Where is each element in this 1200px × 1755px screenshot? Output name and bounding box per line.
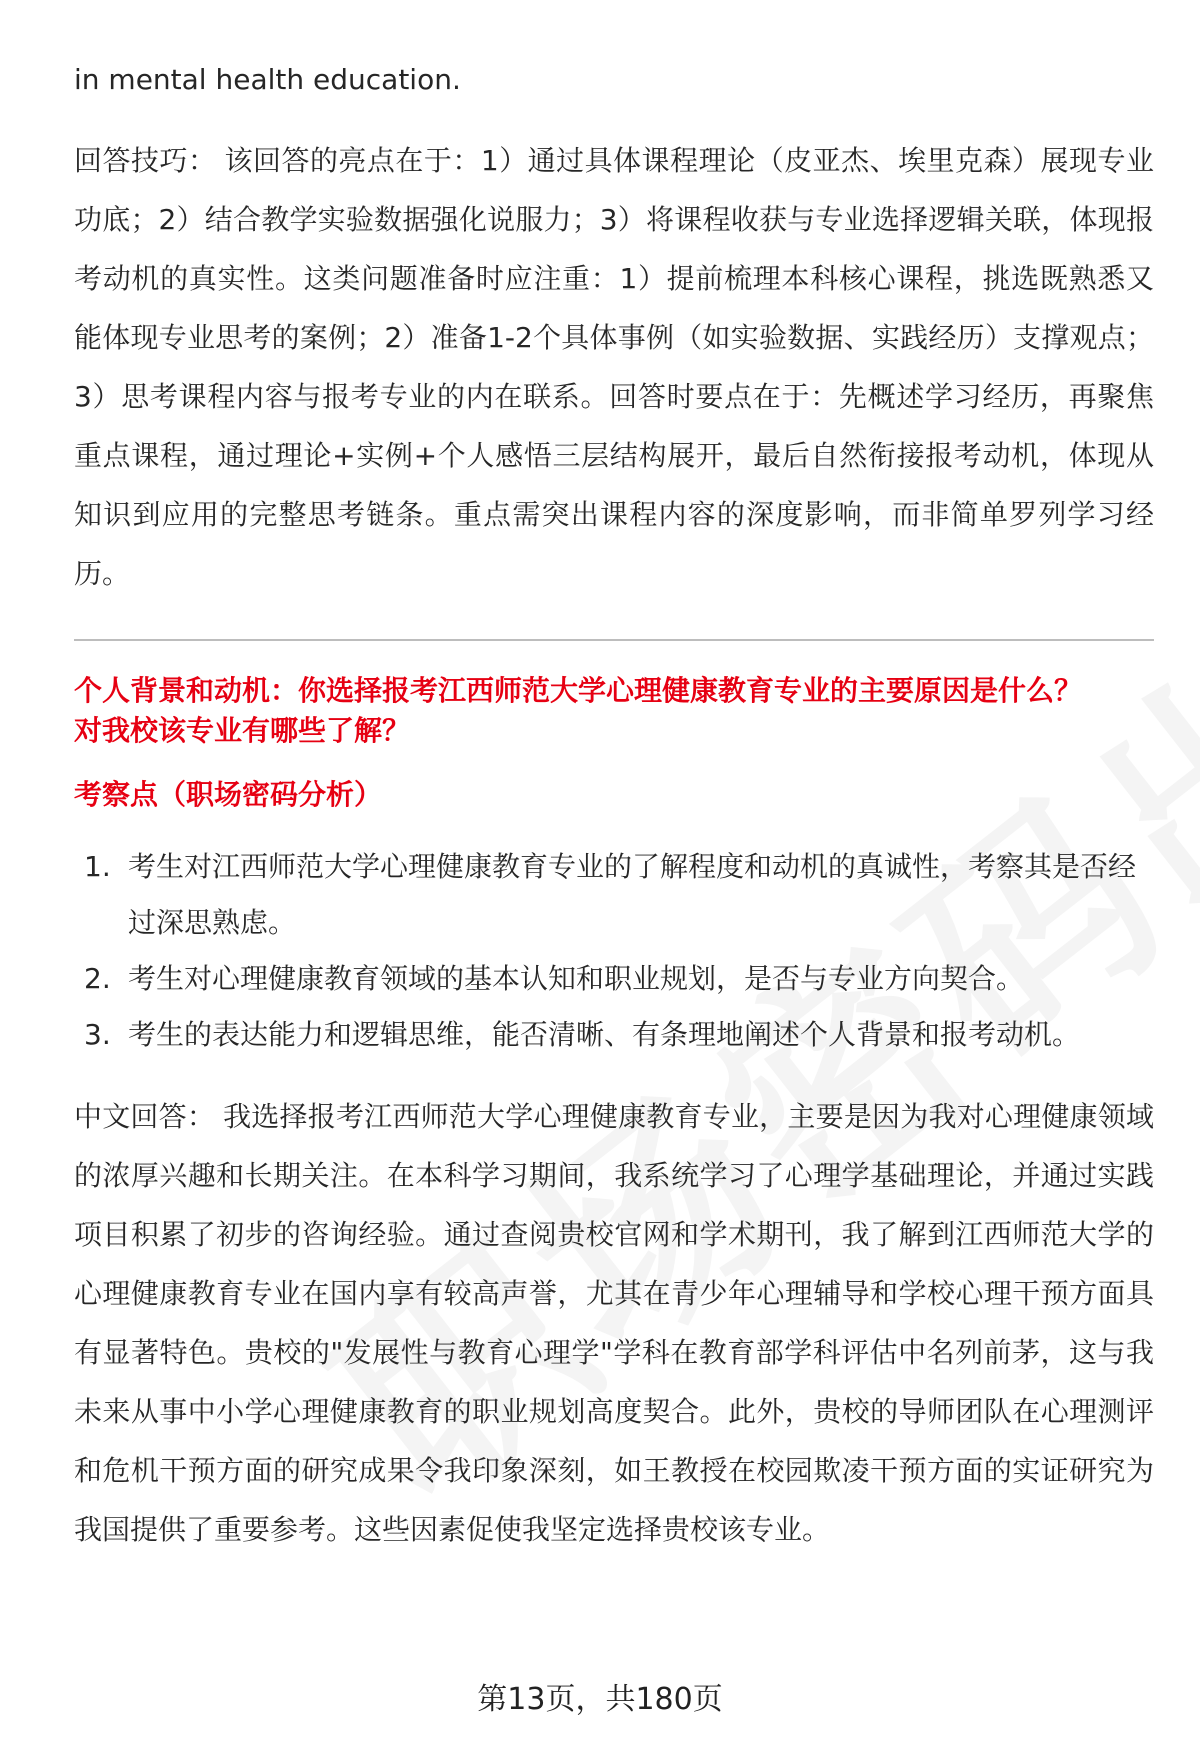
question-line-1: 个人背景和动机：你选择报考江西师范大学心理健康教育专业的主要原因是什么？ [74,674,1083,707]
question-heading [74,671,1154,751]
list-item-number: 3. [84,1018,111,1051]
list-item [74,1007,1154,1063]
list-item [74,839,1154,951]
list-item-text: 考生对心理健康教育领域的基本认知和职业规划，是否与专业方向契合。 [128,962,1025,995]
section-divider [74,639,1154,641]
list-item-text: 考生的表达能力和逻辑思维，能否清晰、有条理地阐述个人背景和报考动机。 [128,1018,1081,1051]
question-line-2: 对我校该专业有哪些了解？ [74,714,411,747]
intro-line: in mental health education. [74,63,461,96]
list-item [74,951,1154,1007]
points-list [74,839,1154,1063]
document-page [74,50,1154,1559]
points-title: 考察点（职场密码分析） [74,778,383,811]
list-item-number: 2. [84,962,111,995]
page-number: 第13页，共180页 [477,1682,723,1717]
tip-label: 回答技巧： [74,144,217,177]
answer-label: 中文回答： [74,1100,216,1133]
tip-text: 该回答的亮点在于：1）通过具体课程理论（皮亚杰、埃里克森）展现专业功底；2）结合教学实验数据强化说服力；3）将课程收获与专业选择逻辑关联，体现报考动机的真实性。这类问题准备时应注重：1）提前梳理本科核心课程，挑选既熟悉又能体现专业思考的案例；2）准备1-2个具体事例（如实验数据、实践经历）支撑观点；3）思考课程内容与报考专业的内在联系。回答时要点在于：先概述学习经历，再聚焦重点课程，通过理论+实例+个人感悟三层结构展开，最后自然衔接报考动机，体现从知识到应用的完整思考链条。重点需突出课程内容的深度影响，而非简单罗列学习经历。 [74,144,1154,590]
answer-paragraph [74,1087,1154,1559]
list-item-number: 1. [84,850,111,883]
answer-text: 我选择报考江西师范大学心理健康教育专业，主要是因为我对心理健康领域的浓厚兴趣和长期关注。在本科学习期间，我系统学习了心理学基础理论，并通过实践项目积累了初步的咨询经验。通过查阅贵校官网和学术期刊，我了解到江西师范大学的心理健康教育专业在国内享有较高声誉，尤其在青少年心理辅导和学校心理干预方面具有显著特色。贵校的"发展性与教育心理学"学科在教育部学科评估中名列前茅，这与我未来从事中小学心理健康教育的职业规划高度契合。此外，贵校的导师团队在心理测评和危机干预方面的研究成果令我印象深刻，如王教授在校园欺凌干预方面的实证研究为我国提供了重要参考。这些因素促使我坚定选择贵校该专业。 [74,1100,1154,1546]
tip-paragraph [74,131,1154,603]
list-item-text: 考生对江西师范大学心理健康教育专业的了解程度和动机的真诚性，考察其是否经过深思熟虑。 [128,850,1137,939]
